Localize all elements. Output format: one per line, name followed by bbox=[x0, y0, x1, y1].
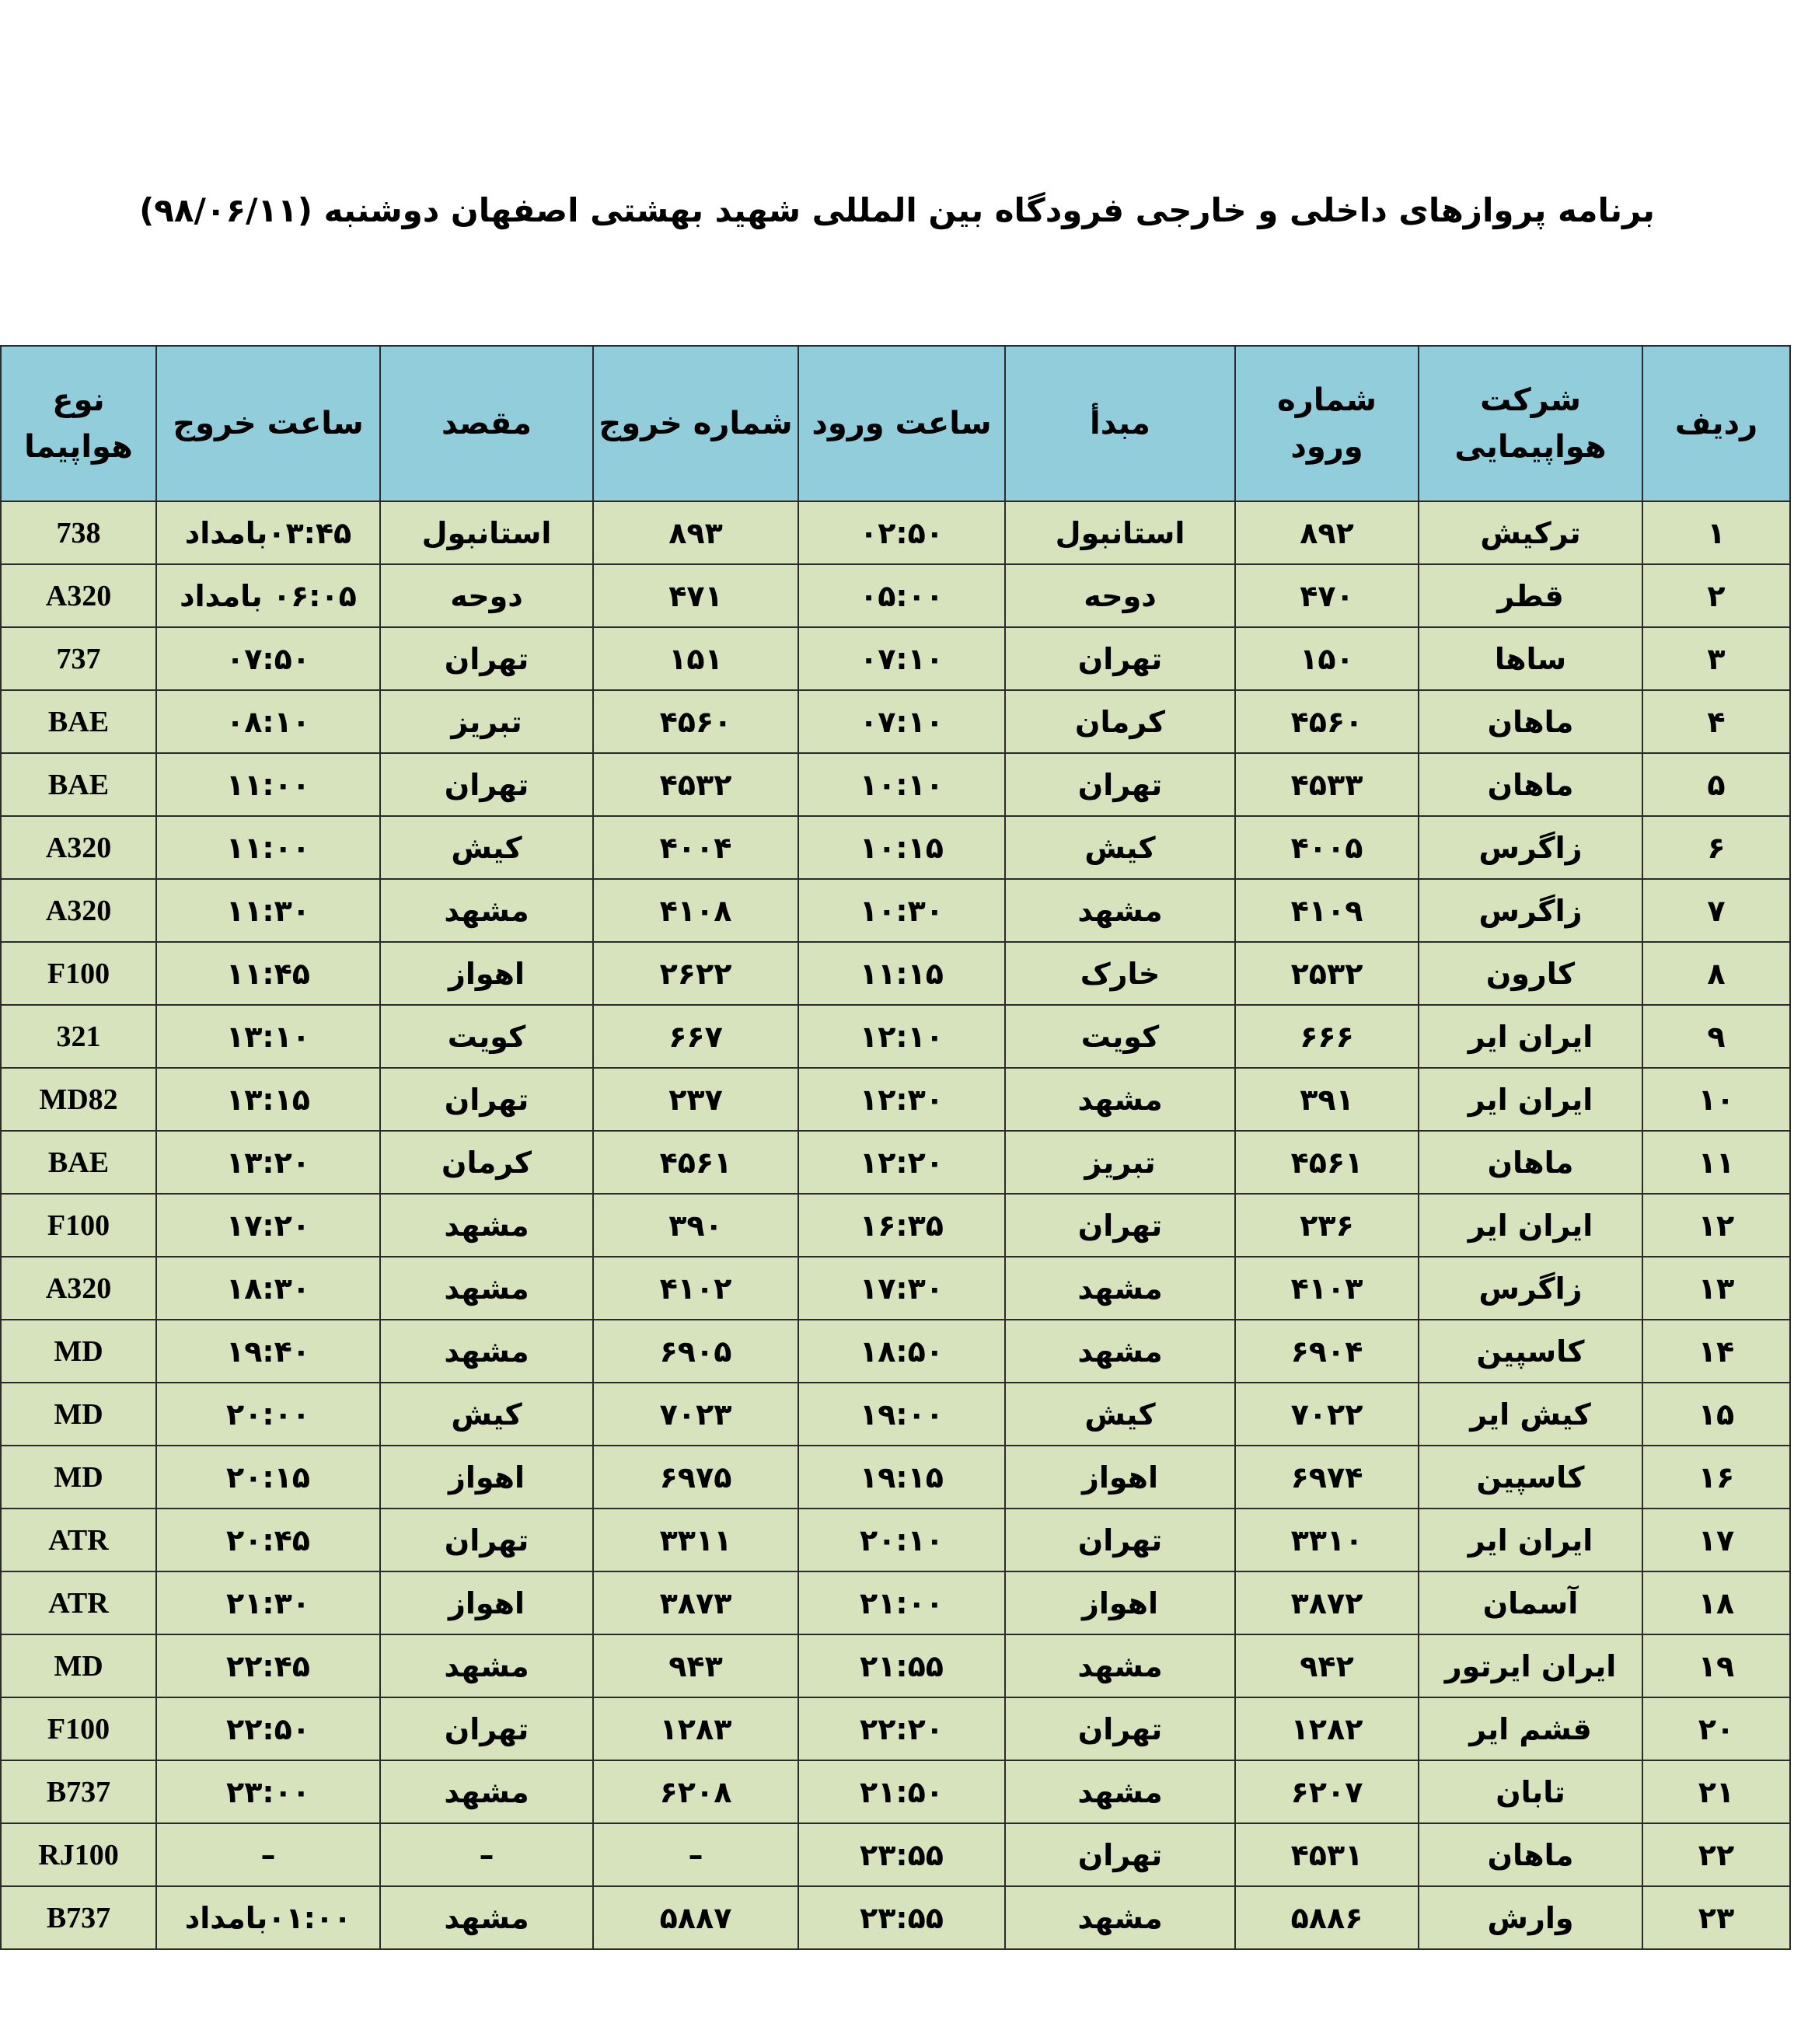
aircraft-type-cell: B737 bbox=[1, 1886, 156, 1949]
table-row bbox=[1, 1509, 1790, 1571]
arrival-number-cell: ۵۸۸۶ bbox=[1235, 1886, 1419, 1949]
arrival-number-cell: ۱۲۸۲ bbox=[1235, 1697, 1419, 1760]
row-number-cell: ۶ bbox=[1642, 816, 1790, 879]
airline-cell: قطر bbox=[1419, 564, 1642, 627]
departure-time-cell: ۱۳:۲۰ bbox=[156, 1131, 380, 1194]
departure-number-cell: ۴۷۱ bbox=[593, 564, 798, 627]
header-destination: مقصد bbox=[380, 346, 593, 501]
arrival-number-cell: ۱۵۰ bbox=[1235, 627, 1419, 690]
origin-cell: تهران bbox=[1005, 1697, 1235, 1760]
origin-cell: مشهد bbox=[1005, 1634, 1235, 1697]
arrival-number-cell: ۶۲۰۷ bbox=[1235, 1760, 1419, 1823]
table-row bbox=[1, 1320, 1790, 1383]
departure-time-cell: ۱۷:۲۰ bbox=[156, 1194, 380, 1257]
departure-number-cell: ۱۵۱ bbox=[593, 627, 798, 690]
departure-time-cell: ۲۰:۰۰ bbox=[156, 1383, 380, 1446]
row-number-cell: ۴ bbox=[1642, 690, 1790, 753]
arrival-number-cell: ۲۳۶ bbox=[1235, 1194, 1419, 1257]
table-row bbox=[1, 564, 1790, 627]
departure-time-cell: – bbox=[156, 1823, 380, 1886]
airline-cell: قشم ایر bbox=[1419, 1697, 1642, 1760]
table-row bbox=[1, 1194, 1790, 1257]
aircraft-type-cell: BAE bbox=[1, 1131, 156, 1194]
table-row bbox=[1, 690, 1790, 753]
departure-time-cell: ۱۹:۴۰ bbox=[156, 1320, 380, 1383]
table-header-row bbox=[1, 346, 1790, 501]
airline-cell: زاگرس bbox=[1419, 816, 1642, 879]
arrival-time-cell: ۰۲:۵۰ bbox=[798, 501, 1005, 564]
departure-number-cell: ۶۲۰۸ bbox=[593, 1760, 798, 1823]
aircraft-type-cell: MD bbox=[1, 1320, 156, 1383]
row-number-cell: ۱۵ bbox=[1642, 1383, 1790, 1446]
aircraft-type-cell: F100 bbox=[1, 1194, 156, 1257]
destination-cell: مشهد bbox=[380, 1194, 593, 1257]
aircraft-type-cell: MD bbox=[1, 1446, 156, 1509]
airline-cell: ترکیش bbox=[1419, 501, 1642, 564]
destination-cell: کیش bbox=[380, 1383, 593, 1446]
header-airline: شرکت هواپیمایی bbox=[1419, 346, 1642, 501]
header-departure-number: شماره خروج bbox=[593, 346, 798, 501]
arrival-time-cell: ۱۰:۱۵ bbox=[798, 816, 1005, 879]
arrival-number-cell: ۳۹۱ bbox=[1235, 1068, 1419, 1131]
destination-cell: تهران bbox=[380, 1697, 593, 1760]
aircraft-type-cell: BAE bbox=[1, 690, 156, 753]
departure-time-cell: ۰۶:۰۵ بامداد bbox=[156, 564, 380, 627]
airline-cell: کاسپین bbox=[1419, 1320, 1642, 1383]
departure-time-cell: ۱۳:۱۵ bbox=[156, 1068, 380, 1131]
table-row bbox=[1, 1634, 1790, 1697]
arrival-number-cell: ۸۹۲ bbox=[1235, 501, 1419, 564]
destination-cell: اهواز bbox=[380, 1446, 593, 1509]
airline-cell: تابان bbox=[1419, 1760, 1642, 1823]
table-row bbox=[1, 942, 1790, 1005]
row-number-cell: ۲۲ bbox=[1642, 1823, 1790, 1886]
airline-cell: زاگرس bbox=[1419, 1257, 1642, 1320]
origin-cell: مشهد bbox=[1005, 1760, 1235, 1823]
departure-number-cell: ۴۱۰۸ bbox=[593, 879, 798, 942]
departure-time-cell: ۲۳:۰۰ bbox=[156, 1760, 380, 1823]
arrival-time-cell: ۲۳:۵۵ bbox=[798, 1823, 1005, 1886]
destination-cell: تهران bbox=[380, 627, 593, 690]
row-number-cell: ۵ bbox=[1642, 753, 1790, 816]
departure-time-cell: ۱۱:۳۰ bbox=[156, 879, 380, 942]
arrival-number-cell: ۴۵۶۰ bbox=[1235, 690, 1419, 753]
table-row bbox=[1, 627, 1790, 690]
departure-number-cell: ۳۸۷۳ bbox=[593, 1571, 798, 1634]
destination-cell: مشهد bbox=[380, 1257, 593, 1320]
destination-cell: کویت bbox=[380, 1005, 593, 1068]
aircraft-type-cell: 737 bbox=[1, 627, 156, 690]
destination-cell: مشهد bbox=[380, 879, 593, 942]
airline-cell: ماهان bbox=[1419, 690, 1642, 753]
arrival-number-cell: ۶۶۶ bbox=[1235, 1005, 1419, 1068]
row-number-cell: ۱۶ bbox=[1642, 1446, 1790, 1509]
arrival-number-cell: ۴۵۳۳ bbox=[1235, 753, 1419, 816]
row-number-cell: ۲۳ bbox=[1642, 1886, 1790, 1949]
origin-cell: تهران bbox=[1005, 1194, 1235, 1257]
origin-cell: اهواز bbox=[1005, 1446, 1235, 1509]
aircraft-type-cell: F100 bbox=[1, 942, 156, 1005]
destination-cell: اهواز bbox=[380, 1571, 593, 1634]
row-number-cell: ۲۰ bbox=[1642, 1697, 1790, 1760]
origin-cell: تهران bbox=[1005, 1823, 1235, 1886]
airline-cell: آسمان bbox=[1419, 1571, 1642, 1634]
departure-number-cell: ۹۴۳ bbox=[593, 1634, 798, 1697]
row-number-cell: ۲۱ bbox=[1642, 1760, 1790, 1823]
row-number-cell: ۳ bbox=[1642, 627, 1790, 690]
table-row bbox=[1, 1886, 1790, 1949]
departure-time-cell: ۰۱:۰۰بامداد bbox=[156, 1886, 380, 1949]
origin-cell: کیش bbox=[1005, 816, 1235, 879]
aircraft-type-cell: A320 bbox=[1, 564, 156, 627]
airline-cell: کارون bbox=[1419, 942, 1642, 1005]
aircraft-type-cell: A320 bbox=[1, 816, 156, 879]
airline-cell: ماهان bbox=[1419, 1823, 1642, 1886]
airline-cell: ساها bbox=[1419, 627, 1642, 690]
departure-time-cell: ۲۰:۴۵ bbox=[156, 1509, 380, 1571]
arrival-time-cell: ۰۷:۱۰ bbox=[798, 627, 1005, 690]
arrival-number-cell: ۴۰۰۵ bbox=[1235, 816, 1419, 879]
row-number-cell: ۱۲ bbox=[1642, 1194, 1790, 1257]
departure-time-cell: ۲۱:۳۰ bbox=[156, 1571, 380, 1634]
destination-cell: اهواز bbox=[380, 942, 593, 1005]
table-row bbox=[1, 1005, 1790, 1068]
departure-number-cell: ۳۹۰ bbox=[593, 1194, 798, 1257]
row-number-cell: ۱۹ bbox=[1642, 1634, 1790, 1697]
table-row bbox=[1, 1257, 1790, 1320]
arrival-number-cell: ۴۱۰۳ bbox=[1235, 1257, 1419, 1320]
departure-number-cell: ۷۰۲۳ bbox=[593, 1383, 798, 1446]
origin-cell: تهران bbox=[1005, 1509, 1235, 1571]
arrival-number-cell: ۴۱۰۹ bbox=[1235, 879, 1419, 942]
aircraft-type-cell: ATR bbox=[1, 1509, 156, 1571]
header-departure-time: ساعت خروج bbox=[156, 346, 380, 501]
destination-cell: تهران bbox=[380, 1509, 593, 1571]
departure-number-cell: ۴۵۶۱ bbox=[593, 1131, 798, 1194]
departure-number-cell: ۴۱۰۲ bbox=[593, 1257, 798, 1320]
table-row bbox=[1, 1697, 1790, 1760]
page-title: برنامه پروازهای داخلی و خارجی فرودگاه بین المللی شهید بهشتی اصفهان دوشنبه (۹۸/۰۶/۱۱) bbox=[139, 191, 1655, 229]
destination-cell: تهران bbox=[380, 1068, 593, 1131]
airline-cell: ایران ایر bbox=[1419, 1005, 1642, 1068]
departure-time-cell: ۱۱:۰۰ bbox=[156, 816, 380, 879]
arrival-number-cell: ۷۰۲۲ bbox=[1235, 1383, 1419, 1446]
arrival-number-cell: ۳۸۷۲ bbox=[1235, 1571, 1419, 1634]
destination-cell: تبریز bbox=[380, 690, 593, 753]
aircraft-type-cell: MD82 bbox=[1, 1068, 156, 1131]
departure-time-cell: ۲۲:۵۰ bbox=[156, 1697, 380, 1760]
airline-cell: ایران ایرتور bbox=[1419, 1634, 1642, 1697]
origin-cell: تهران bbox=[1005, 627, 1235, 690]
arrival-number-cell: ۶۹۷۴ bbox=[1235, 1446, 1419, 1509]
destination-cell: مشهد bbox=[380, 1886, 593, 1949]
arrival-number-cell: ۳۳۱۰ bbox=[1235, 1509, 1419, 1571]
airline-cell: ایران ایر bbox=[1419, 1194, 1642, 1257]
arrival-time-cell: ۲۱:۵۰ bbox=[798, 1760, 1005, 1823]
header-aircraft-type: نوع هواپیما bbox=[1, 346, 156, 501]
arrival-time-cell: ۱۹:۰۰ bbox=[798, 1383, 1005, 1446]
origin-cell: کرمان bbox=[1005, 690, 1235, 753]
aircraft-type-cell: ATR bbox=[1, 1571, 156, 1634]
aircraft-type-cell: A320 bbox=[1, 879, 156, 942]
arrival-time-cell: ۲۱:۵۵ bbox=[798, 1634, 1005, 1697]
arrival-time-cell: ۱۷:۳۰ bbox=[798, 1257, 1005, 1320]
arrival-time-cell: ۱۱:۱۵ bbox=[798, 942, 1005, 1005]
row-number-cell: ۱۳ bbox=[1642, 1257, 1790, 1320]
arrival-number-cell: ۲۵۳۲ bbox=[1235, 942, 1419, 1005]
header-origin: مبدأ bbox=[1005, 346, 1235, 501]
aircraft-type-cell: F100 bbox=[1, 1697, 156, 1760]
departure-number-cell: – bbox=[593, 1823, 798, 1886]
departure-number-cell: ۳۳۱۱ bbox=[593, 1509, 798, 1571]
departure-time-cell: ۰۸:۱۰ bbox=[156, 690, 380, 753]
departure-time-cell: ۰۳:۴۵بامداد bbox=[156, 501, 380, 564]
row-number-cell: ۱۰ bbox=[1642, 1068, 1790, 1131]
header-arrival-time: ساعت ورود bbox=[798, 346, 1005, 501]
destination-cell: مشهد bbox=[380, 1634, 593, 1697]
destination-cell: کرمان bbox=[380, 1131, 593, 1194]
departure-number-cell: ۲۶۲۲ bbox=[593, 942, 798, 1005]
airline-cell: ایران ایر bbox=[1419, 1068, 1642, 1131]
departure-number-cell: ۱۲۸۳ bbox=[593, 1697, 798, 1760]
arrival-time-cell: ۲۱:۰۰ bbox=[798, 1571, 1005, 1634]
origin-cell: مشهد bbox=[1005, 1068, 1235, 1131]
departure-time-cell: ۱۱:۴۵ bbox=[156, 942, 380, 1005]
arrival-time-cell: ۱۰:۳۰ bbox=[798, 879, 1005, 942]
table-row bbox=[1, 1823, 1790, 1886]
origin-cell: اهواز bbox=[1005, 1571, 1235, 1634]
arrival-time-cell: ۱۲:۱۰ bbox=[798, 1005, 1005, 1068]
row-number-cell: ۷ bbox=[1642, 879, 1790, 942]
destination-cell: مشهد bbox=[380, 1320, 593, 1383]
arrival-time-cell: ۱۶:۳۵ bbox=[798, 1194, 1005, 1257]
arrival-time-cell: ۱۲:۳۰ bbox=[798, 1068, 1005, 1131]
origin-cell: کیش bbox=[1005, 1383, 1235, 1446]
destination-cell: استانبول bbox=[380, 501, 593, 564]
origin-cell: تهران bbox=[1005, 753, 1235, 816]
table-row bbox=[1, 1760, 1790, 1823]
airline-cell: ماهان bbox=[1419, 753, 1642, 816]
aircraft-type-cell: 738 bbox=[1, 501, 156, 564]
row-number-cell: ۹ bbox=[1642, 1005, 1790, 1068]
arrival-time-cell: ۱۸:۵۰ bbox=[798, 1320, 1005, 1383]
aircraft-type-cell: B737 bbox=[1, 1760, 156, 1823]
departure-time-cell: ۱۳:۱۰ bbox=[156, 1005, 380, 1068]
airline-cell: کیش ایر bbox=[1419, 1383, 1642, 1446]
departure-number-cell: ۶۶۷ bbox=[593, 1005, 798, 1068]
arrival-number-cell: ۹۴۲ bbox=[1235, 1634, 1419, 1697]
departure-number-cell: ۴۵۳۲ bbox=[593, 753, 798, 816]
origin-cell: کویت bbox=[1005, 1005, 1235, 1068]
row-number-cell: ۸ bbox=[1642, 942, 1790, 1005]
row-number-cell: ۱۱ bbox=[1642, 1131, 1790, 1194]
origin-cell: خارک bbox=[1005, 942, 1235, 1005]
table-row bbox=[1, 753, 1790, 816]
arrival-time-cell: ۲۰:۱۰ bbox=[798, 1509, 1005, 1571]
arrival-number-cell: ۴۵۶۱ bbox=[1235, 1131, 1419, 1194]
header-arrival-number: شماره ورود bbox=[1235, 346, 1419, 501]
aircraft-type-cell: MD bbox=[1, 1383, 156, 1446]
destination-cell: مشهد bbox=[380, 1760, 593, 1823]
row-number-cell: ۲ bbox=[1642, 564, 1790, 627]
departure-number-cell: ۸۹۳ bbox=[593, 501, 798, 564]
departure-time-cell: ۲۰:۱۵ bbox=[156, 1446, 380, 1509]
row-number-cell: ۱۷ bbox=[1642, 1509, 1790, 1571]
row-number-cell: ۱ bbox=[1642, 501, 1790, 564]
destination-cell: دوحه bbox=[380, 564, 593, 627]
airline-cell: کاسپین bbox=[1419, 1446, 1642, 1509]
departure-number-cell: ۲۳۷ bbox=[593, 1068, 798, 1131]
departure-number-cell: ۴۵۶۰ bbox=[593, 690, 798, 753]
departure-time-cell: ۲۲:۴۵ bbox=[156, 1634, 380, 1697]
aircraft-type-cell: 321 bbox=[1, 1005, 156, 1068]
aircraft-type-cell: A320 bbox=[1, 1257, 156, 1320]
origin-cell: تبریز bbox=[1005, 1131, 1235, 1194]
destination-cell: تهران bbox=[380, 753, 593, 816]
airline-cell: زاگرس bbox=[1419, 879, 1642, 942]
destination-cell: کیش bbox=[380, 816, 593, 879]
aircraft-type-cell: RJ100 bbox=[1, 1823, 156, 1886]
origin-cell: مشهد bbox=[1005, 1320, 1235, 1383]
airline-cell: وارش bbox=[1419, 1886, 1642, 1949]
table-row bbox=[1, 1131, 1790, 1194]
departure-time-cell: ۱۸:۳۰ bbox=[156, 1257, 380, 1320]
departure-number-cell: ۴۰۰۴ bbox=[593, 816, 798, 879]
origin-cell: مشهد bbox=[1005, 879, 1235, 942]
arrival-time-cell: ۰۷:۱۰ bbox=[798, 690, 1005, 753]
row-number-cell: ۱۴ bbox=[1642, 1320, 1790, 1383]
arrival-time-cell: ۱۹:۱۵ bbox=[798, 1446, 1005, 1509]
airline-cell: ماهان bbox=[1419, 1131, 1642, 1194]
arrival-time-cell: ۰۵:۰۰ bbox=[798, 564, 1005, 627]
row-number-cell: ۱۸ bbox=[1642, 1571, 1790, 1634]
table-row bbox=[1, 816, 1790, 879]
arrival-number-cell: ۶۹۰۴ bbox=[1235, 1320, 1419, 1383]
arrival-time-cell: ۲۲:۲۰ bbox=[798, 1697, 1005, 1760]
aircraft-type-cell: BAE bbox=[1, 753, 156, 816]
departure-number-cell: ۶۹۰۵ bbox=[593, 1320, 798, 1383]
arrival-number-cell: ۴۷۰ bbox=[1235, 564, 1419, 627]
arrival-time-cell: ۲۳:۵۵ bbox=[798, 1886, 1005, 1949]
departure-time-cell: ۰۷:۵۰ bbox=[156, 627, 380, 690]
table-row bbox=[1, 501, 1790, 564]
table-row bbox=[1, 879, 1790, 942]
destination-cell: – bbox=[380, 1823, 593, 1886]
departure-number-cell: ۵۸۸۷ bbox=[593, 1886, 798, 1949]
table-row bbox=[1, 1383, 1790, 1446]
header-row-number: ردیف bbox=[1642, 346, 1790, 501]
origin-cell: مشهد bbox=[1005, 1257, 1235, 1320]
origin-cell: مشهد bbox=[1005, 1886, 1235, 1949]
arrival-time-cell: ۱۰:۱۰ bbox=[798, 753, 1005, 816]
origin-cell: دوحه bbox=[1005, 564, 1235, 627]
departure-number-cell: ۶۹۷۵ bbox=[593, 1446, 798, 1509]
aircraft-type-cell: MD bbox=[1, 1634, 156, 1697]
arrival-number-cell: ۴۵۳۱ bbox=[1235, 1823, 1419, 1886]
arrival-time-cell: ۱۲:۲۰ bbox=[798, 1131, 1005, 1194]
flight-schedule-table bbox=[0, 345, 1791, 1950]
origin-cell: استانبول bbox=[1005, 501, 1235, 564]
table-row bbox=[1, 1068, 1790, 1131]
airline-cell: ایران ایر bbox=[1419, 1509, 1642, 1571]
table-row bbox=[1, 1446, 1790, 1509]
table-row bbox=[1, 1571, 1790, 1634]
departure-time-cell: ۱۱:۰۰ bbox=[156, 753, 380, 816]
